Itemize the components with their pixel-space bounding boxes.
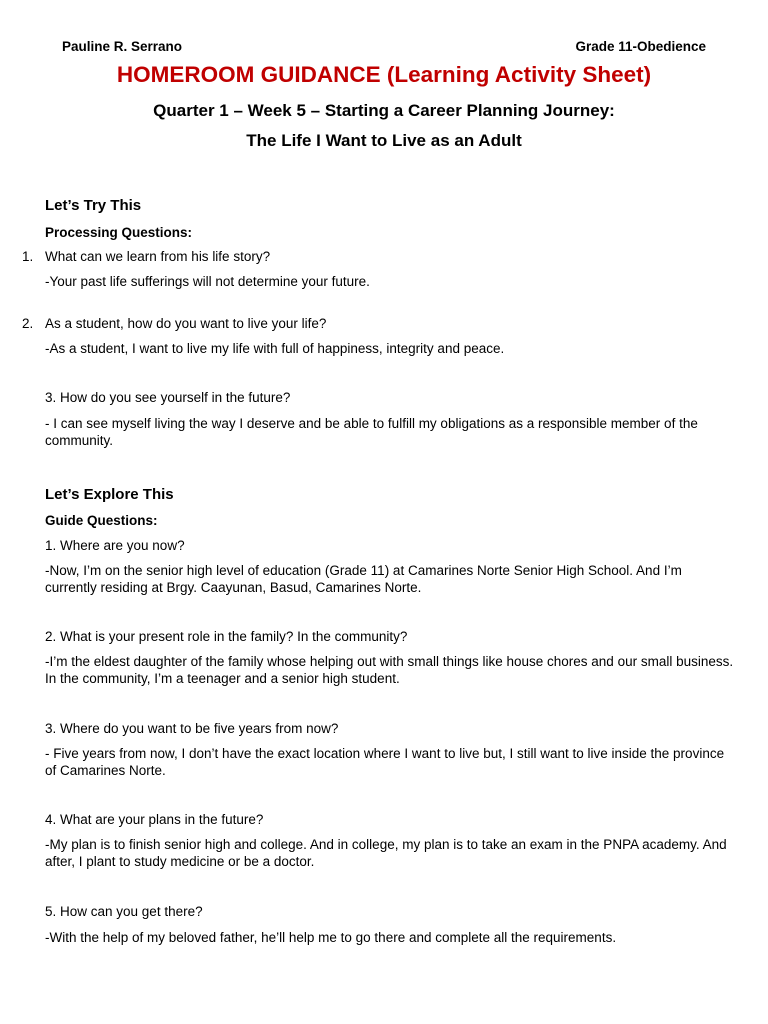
section-heading-try: Let’s Try This	[45, 197, 142, 214]
answer-text: -My plan is to finish senior high and college. And in college, my plan is to take an exam in the PNPA academy. And after, I plant to study medicine or be a doctor.	[45, 837, 727, 869]
section-heading-explore: Let’s Explore This	[45, 486, 174, 503]
question-text: 5. How can you get there?	[45, 904, 203, 919]
guide-questions-label: Guide Questions:	[45, 513, 158, 528]
student-name: Pauline R. Serrano	[62, 39, 183, 54]
question-number: 2.	[22, 316, 34, 331]
answer-text: - Five years from now, I don’t have the exact location where I want to live but, I still want to live inside the province of Camarines Norte.	[45, 746, 725, 778]
answer-text: -Now, I’m on the senior high level of education (Grade 11) at Camarines Norte Senior High School. And I’m currently residing at Brgy. Caayunan, Basud, Camarines Norte.	[45, 563, 682, 595]
answer-text: -Your past life sufferings will not determine your future.	[45, 274, 370, 289]
grade-section: Grade 11-Obedience	[575, 39, 706, 54]
answer-text: -I’m the eldest daughter of the family whose helping out with small things like house chores and our small business. In the community, I’m a teenager and a senior high student.	[45, 654, 734, 686]
answer-text: - I can see myself living the way I deserve and be able to fulfill my obligations as a responsible member of the community.	[45, 416, 698, 448]
document-title: HOMEROOM GUIDANCE (Learning Activity Sheet)	[116, 62, 652, 87]
answer-text: -As a student, I want to live my life with full of happiness, integrity and peace.	[45, 341, 505, 356]
answer-text: -With the help of my beloved father, he’ll help me to go there and complete all the requirements.	[45, 930, 617, 945]
document-subtitle-line1: Quarter 1 – Week 5 – Starting a Career Planning Journey:	[153, 101, 615, 120]
question-text: As a student, how do you want to live your life?	[45, 316, 327, 331]
question-text: 1. Where are you now?	[45, 538, 185, 553]
question-text: 2. What is your present role in the family? In the community?	[45, 629, 408, 644]
question-text: 3. Where do you want to be five years from now?	[45, 721, 339, 736]
question-number: 1.	[22, 249, 34, 264]
question-text: 3. How do you see yourself in the future?	[45, 390, 291, 405]
document-subtitle-line2: The Life I Want to Live as an Adult	[246, 131, 522, 150]
processing-questions-label: Processing Questions:	[45, 225, 193, 240]
question-text: 4. What are your plans in the future?	[45, 812, 264, 827]
question-text: What can we learn from his life story?	[45, 249, 271, 264]
